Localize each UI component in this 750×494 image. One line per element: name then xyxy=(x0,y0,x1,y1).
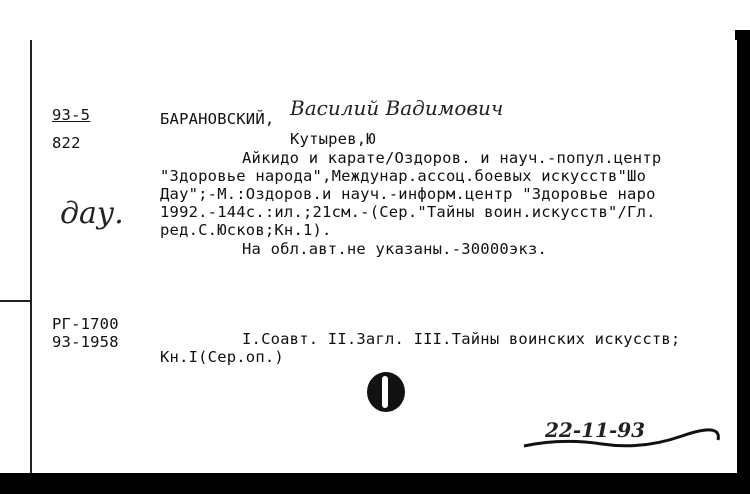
scribble-mark xyxy=(522,418,722,458)
code-1: РГ-1700 xyxy=(52,315,119,333)
bottom-handwritten-date: 22-11-93 xyxy=(545,418,646,442)
series-line: ред.С.Юсков;Кн.1). xyxy=(160,221,332,239)
scan-right-edge xyxy=(735,30,750,494)
scan-left-line xyxy=(0,300,30,302)
shelf-code: 93-5 xyxy=(52,106,91,124)
tracings-line: I.Соавт. II.Загл. III.Тайны воинских искусств; xyxy=(242,330,681,348)
note-line: На обл.авт.не указаны.-30000экз. xyxy=(242,240,548,258)
card-number: 822 xyxy=(52,134,81,152)
handwritten-mark: дау. xyxy=(60,196,124,231)
publisher-line-2: Дау";-М.:Оздоров.и науч.-информ.центр "Здоровье наро xyxy=(160,185,656,203)
title-line: Айкидо и карате/Оздоров. и науч.-попул.центр xyxy=(242,149,662,167)
scan-top-margin xyxy=(0,0,750,40)
coauthor-line: Кутырев,Ю xyxy=(290,130,376,148)
code-2: 93-1958 xyxy=(52,333,119,351)
scan-bottom-edge xyxy=(0,473,750,494)
publisher-line-1: "Здоровье народа",Междунар.ассоц.боевых искусств"Шо xyxy=(160,167,647,185)
punch-hole xyxy=(367,372,405,412)
heading-surname: БАРАНОВСКИЙ, xyxy=(160,110,275,128)
heading-handwritten-name: Василий Вадимович xyxy=(290,96,504,120)
physical-description-line: 1992.-144с.:ил.;21см.-(Сер."Тайны воин.искусств"/Гл. xyxy=(160,203,656,221)
tracings-continuation: Кн.I(Сер.оп.) xyxy=(160,348,284,366)
scan-left-margin xyxy=(0,40,30,494)
